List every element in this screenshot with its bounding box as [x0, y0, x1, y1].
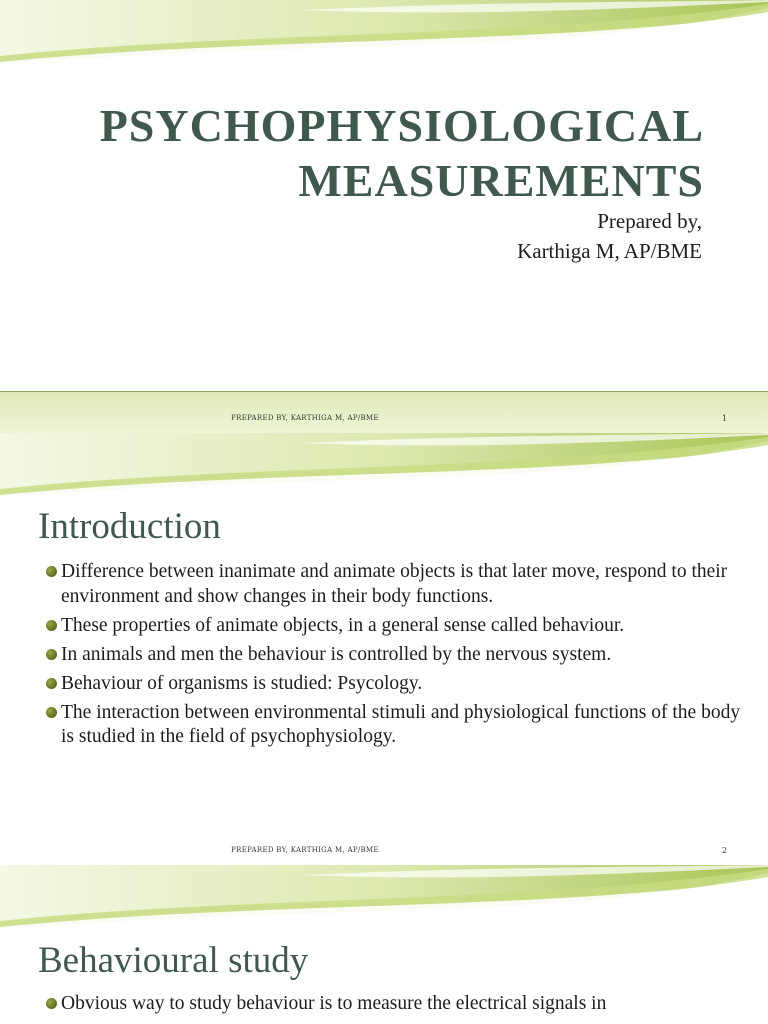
bullet-icon: [46, 707, 57, 718]
bullet-list: [44, 992, 744, 1021]
bullet-icon: [46, 678, 57, 689]
title-line-1: PSYCHOPHYSIOLOGICAL: [99, 100, 704, 151]
slide-heading: Introduction: [38, 506, 221, 547]
header-swoosh: [0, 0, 768, 70]
bullet-item: [44, 643, 744, 668]
bullet-item: [44, 701, 744, 750]
slide-2: [0, 433, 768, 866]
bullet-icon: [46, 649, 57, 660]
bullet-item: [44, 614, 744, 639]
slide-title: [64, 98, 704, 208]
bullet-text: Obvious way to study behaviour is to measure the electrical signals in: [61, 993, 607, 1014]
bullet-item: [44, 672, 744, 697]
footer-band: [0, 391, 768, 433]
bullet-text: The interaction between environmental stimuli and physiological functions of the body is studied in the field of psychophysiology.: [61, 701, 741, 747]
title-line-2: MEASUREMENTS: [298, 155, 704, 206]
slide-number: 1: [722, 414, 728, 423]
subtitle-line-1: Prepared by,: [597, 209, 702, 233]
footer-text: PREPARED BY, KARTHIGA M, AP/BME: [231, 846, 379, 854]
bullet-text: In animals and men the behaviour is controlled by the nervous system.: [61, 643, 612, 665]
bullet-item: [44, 560, 744, 609]
bullet-icon: [46, 620, 57, 631]
subtitle-line-2: Karthiga M, AP/BME: [517, 239, 702, 263]
slide-number: 2: [722, 846, 728, 855]
bullet-text: These properties of animate objects, in a general sense called behaviour.: [61, 614, 625, 636]
bullet-text: Behaviour of organisms is studied: Psycology.: [61, 672, 423, 694]
bullet-icon: [46, 998, 57, 1009]
bullet-list: [44, 560, 744, 754]
slide-heading: Behavioural study: [38, 940, 309, 981]
header-swoosh: [0, 433, 768, 503]
bullet-item: [44, 992, 744, 1017]
slide-3: [0, 865, 768, 1024]
footer-text: PREPARED BY, KARTHIGA M, AP/BME: [231, 414, 379, 422]
slide-1: [0, 0, 768, 434]
slide-subtitle: [517, 206, 702, 266]
bullet-text: Difference between inanimate and animate objects is that later move, respond to their environment and show changes in their body functions.: [61, 561, 728, 607]
bullet-icon: [46, 566, 57, 577]
footer-band: [0, 823, 768, 865]
header-swoosh: [0, 865, 768, 935]
